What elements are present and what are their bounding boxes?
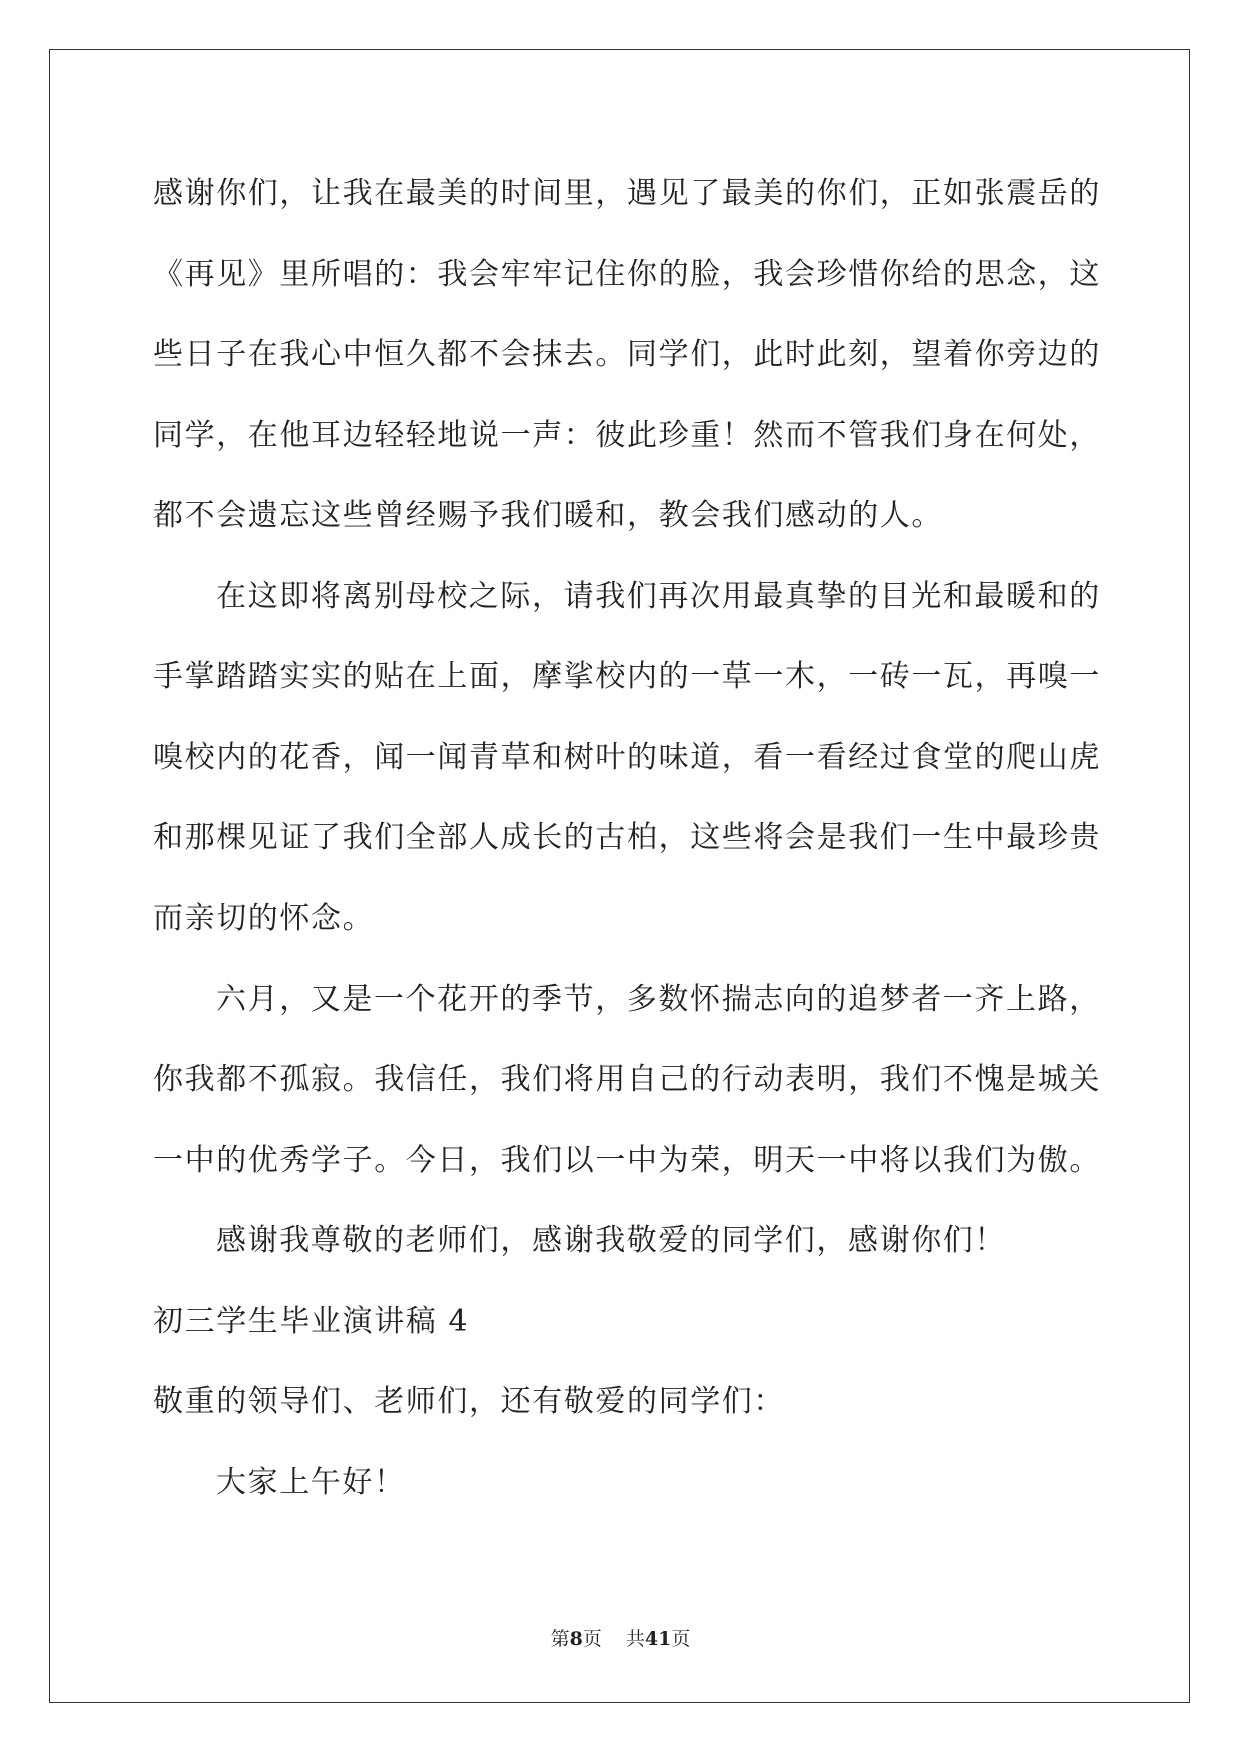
body-line: 你我都不孤寂。我信任，我们将用自己的行动表明，我们不愧是城关	[153, 1062, 1101, 1097]
page-border	[49, 49, 1190, 1703]
page-suffix: 页	[582, 1628, 602, 1650]
body-line: 同学，在他耳边轻轻地说一声：彼此珍重！然而不管我们身在何处，	[153, 418, 1101, 453]
page-prefix: 第	[550, 1628, 570, 1650]
body-line: 些日子在我心中恒久都不会抹去。同学们，此时此刻，望着你旁边的	[153, 337, 1101, 372]
total-pages: 41	[644, 1628, 672, 1650]
body-line: 和那棵见证了我们全部人成长的古柏，这些将会是我们一生中最珍贵	[153, 820, 1101, 855]
body-line: 一中的优秀学子。今日，我们以一中为荣，明天一中将以我们为傲。	[153, 1143, 1101, 1178]
total-prefix: 共	[625, 1628, 645, 1650]
paragraph-start-line: 六月，又是一个花开的季节，多数怀揣志向的追梦者一齐上路，	[216, 982, 1101, 1017]
body-line: 感谢你们，让我在最美的时间里，遇见了最美的你们，正如张震岳的	[153, 176, 1101, 211]
body-line: 而亲切的怀念。	[153, 901, 375, 936]
page-number: 8	[569, 1628, 583, 1650]
greeting-line: 大家上午好！	[216, 1465, 406, 1500]
paragraph-start-line: 感谢我尊敬的老师们，感谢我敬爱的同学们，感谢你们！	[216, 1223, 1006, 1258]
page-footer	[0, 1627, 1241, 1651]
body-line: 都不会遗忘这些曾经赐予我们暖和，教会我们感动的人。	[153, 498, 943, 533]
body-line: 嗅校内的花香，闻一闻青草和树叶的味道，看一看经过食堂的爬山虎	[153, 740, 1101, 775]
salutation-line: 敬重的领导们、老师们，还有敬爱的同学们：	[153, 1384, 785, 1419]
total-suffix: 页	[671, 1628, 691, 1650]
section-title: 初三学生毕业演讲稿 4	[153, 1304, 470, 1339]
paragraph-start-line: 在这即将离别母校之际，请我们再次用最真挚的目光和最暖和的	[216, 579, 1101, 614]
body-line: 《再见》里所唱的：我会牢牢记住你的脸，我会珍惜你给的思念，这	[153, 257, 1101, 292]
body-line: 手掌踏踏实实的贴在上面，摩挲校内的一草一木，一砖一瓦，再嗅一	[153, 659, 1101, 694]
